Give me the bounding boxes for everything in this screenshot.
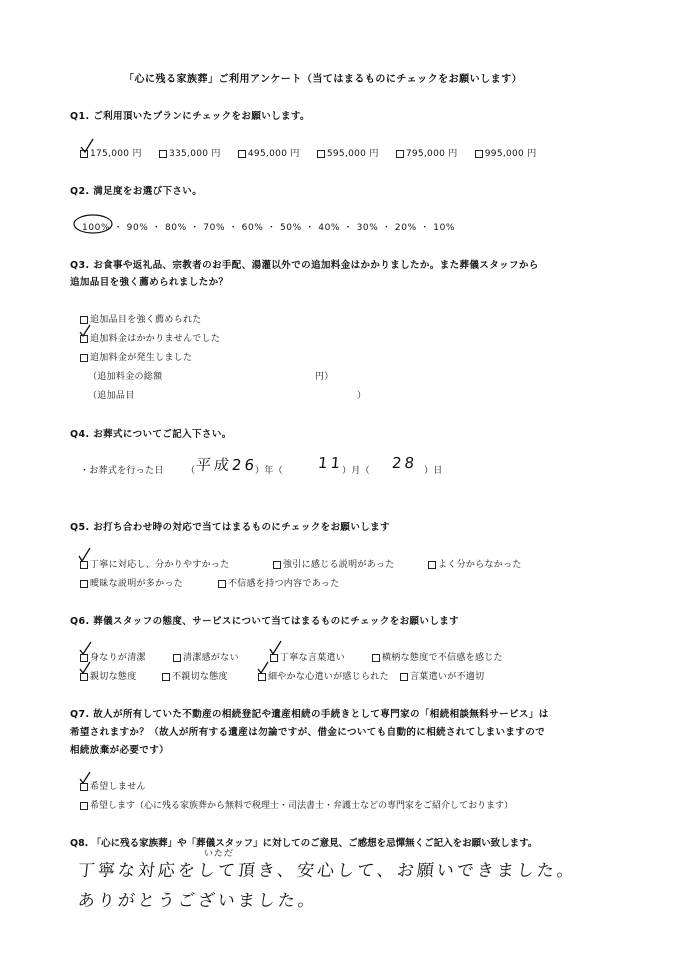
q8-answer-line2[interactable]: ありがとうございました。 — [76, 891, 319, 911]
q4-year-label: ）年（ — [255, 466, 283, 476]
q3-amount-unit: 円） — [315, 372, 334, 382]
check-mark-icon — [79, 661, 91, 675]
check-mark-icon — [79, 771, 91, 785]
check-mark-icon — [80, 138, 94, 154]
q4-date-label: ・お葬式を行った日 — [80, 466, 164, 476]
q6-option-improper-speech[interactable]: 言葉遣いが不適切 — [400, 669, 484, 682]
q3-option-extra-charged[interactable]: 追加料金が発生しました — [80, 350, 192, 363]
q1-option-595000[interactable]: 595,000 円 — [317, 149, 379, 159]
q3-question-line2: 追加品目を強く薦められましたか？ — [70, 277, 229, 288]
q4-question: Q4. お葬式についてご記入下さい。 — [70, 429, 232, 440]
check-mark-icon — [269, 640, 282, 656]
q3-amount-label: （追加料金の総額 — [88, 372, 163, 382]
selection-circle-icon — [73, 212, 117, 236]
q5-option-vague[interactable]: 曖昧な説明が多かった — [80, 576, 183, 589]
q7-question-line3: 相続放棄が必要です） — [70, 745, 170, 756]
q8-answer-line1[interactable]: 丁寧な対応をして頂き、安心して、お願いできました。 — [76, 861, 578, 881]
page-title: 「心に残る家族葬」ご利用アンケート（当てはまるものにチェックをお願いします） — [124, 74, 523, 85]
q6-option-unkind[interactable]: 不親切な態度 — [162, 669, 228, 682]
q7-question-line2: 希望されますか？（故人が所有する遺産は勿論ですが、借金についても自動的に相続されてしまいますので — [70, 727, 546, 738]
q3-option-no-extra[interactable]: 追加料金はかかりませんでした — [80, 331, 220, 344]
q2-question: Q2. 満足度をお選び下さい。 — [70, 186, 203, 197]
q1-options — [80, 146, 551, 159]
q6-option-arrogant[interactable]: 横柄な態度で不信感を感じた — [372, 650, 503, 663]
q3-option-recommended[interactable]: 追加品目を強く薦められた — [80, 312, 202, 325]
q6-option-neat[interactable]: 身なりが清潔 — [80, 650, 146, 663]
q1-question: Q1. ご利用頂いたプランにチェックをお願いします。 — [70, 111, 310, 122]
q3-items-label: （追加品目 — [88, 391, 135, 401]
q3-items-close: ） — [357, 391, 367, 401]
q5-option-polite[interactable]: 丁寧に対応し、分かりやすかった — [80, 557, 230, 570]
q1-option-335000[interactable]: 335,000 円 — [159, 149, 221, 159]
q4-day-input[interactable]: 28 — [391, 454, 419, 472]
q1-option-495000[interactable]: 495,000 円 — [238, 149, 300, 159]
q5-option-unclear[interactable]: よく分からなかった — [428, 557, 522, 570]
q6-question: Q6. 葬儀スタッフの態度、サービスについて当てはまるものにチェックをお願いします — [70, 616, 460, 627]
q5-option-distrust[interactable]: 不信感を持つ内容であった — [218, 576, 340, 589]
q1-option-995000[interactable]: 995,000 円 — [475, 149, 537, 159]
q5-option-forceful[interactable]: 強引に感じる説明があった — [273, 557, 395, 570]
q2-scale[interactable]: 100% ・ 90% ・ 80% ・ 70% ・ 60% ・ 50% ・ 40% ・ 30% ・ 20% ・ 10% — [82, 223, 456, 233]
check-mark-icon — [78, 547, 91, 563]
q4-month-label: ）月（ — [342, 466, 370, 476]
q5-question: Q5. お打ち合わせ時の対応で当てはまるものにチェックをお願いします — [70, 522, 390, 533]
q6-option-polite-speech[interactable]: 丁寧な言葉遣い — [270, 650, 345, 663]
check-mark-icon — [257, 661, 269, 675]
q6-option-kind[interactable]: 親切な態度 — [80, 669, 137, 682]
check-mark-icon — [79, 641, 92, 656]
q6-option-unclean[interactable]: 清潔感がない — [173, 650, 239, 663]
q1-option-795000[interactable]: 795,000 円 — [396, 149, 458, 159]
q4-day-label: ）日 — [424, 466, 443, 476]
q4-era-input[interactable]: 平成26 — [195, 456, 258, 474]
q6-option-attentive[interactable]: 細やかな心遣いが感じられた — [258, 669, 389, 682]
q4-open-paren: （ — [186, 466, 196, 476]
q7-question-line1: Q7. 故人が所有していた不動産の相続登記や遺産相続の手続きとして専門家の「相続相談無料サービス」は — [70, 709, 549, 720]
q1-option-175000[interactable]: 175,000 円 — [80, 149, 142, 159]
q8-annotation: いただ — [203, 849, 235, 859]
q4-month-input[interactable]: 11 — [317, 454, 345, 472]
check-mark-icon — [79, 324, 91, 338]
q8-question: Q8. 「心に残る家族葬」や「葬儀スタッフ」に対してのご意見、ご感想を忌憚無くご記入をお願い致します。 — [70, 838, 538, 849]
q7-option-request[interactable]: 希望します（心に残る家族葬から無料で税理士・司法書士・弁護士などの専門家をご紹介しております） — [80, 798, 513, 811]
q3-question-line1: Q3. お食事や返礼品、宗教者のお手配、湯灌以外での追加料金はかかりましたか。また葬儀スタッフから — [70, 260, 539, 271]
q7-option-decline[interactable]: 希望しません — [80, 779, 146, 792]
